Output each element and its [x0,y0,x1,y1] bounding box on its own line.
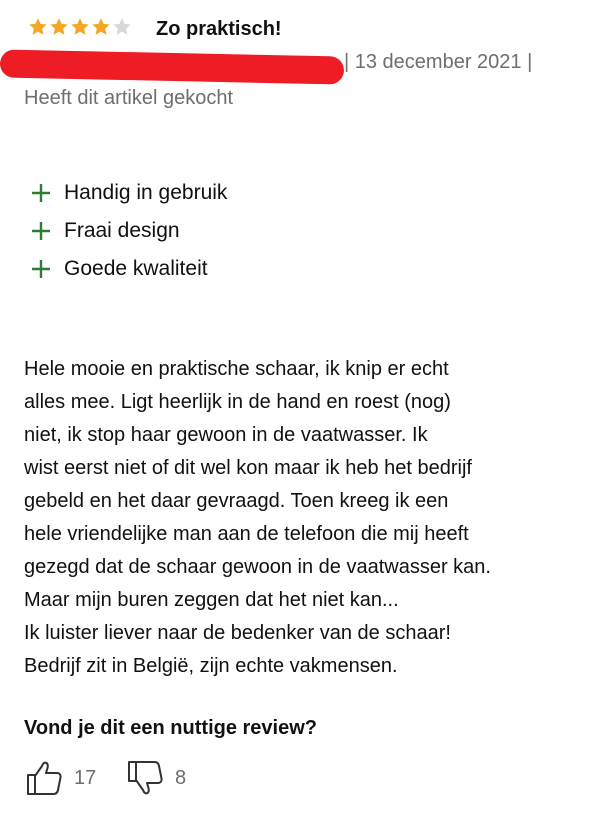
star-filled-icon [70,17,90,37]
unhelpful-button[interactable] [125,758,186,798]
review-body-line: Maar mijn buren zeggen dat het niet kan... [24,589,399,611]
review-body-line: gebeld en het daar gevraagd. Toen kreeg ik een [24,490,449,512]
star-rating [28,17,133,37]
review-body-line: wist eerst niet of dit wel kon maar ik heb het bedrijf [24,457,472,479]
review-body-line: hele vriendelijke man aan de telefoon die mij heeft [24,523,469,545]
pro-label: Goede kwaliteit [64,257,208,280]
pro-label: Fraai design [64,219,180,242]
helpful-question: Vond je dit een nuttige review? [24,717,317,739]
pro-item [30,250,227,288]
plus-icon [30,258,52,280]
pro-label: Handig in gebruik [64,181,228,204]
review-body [24,353,580,683]
thumbs-up-icon [24,758,64,798]
review-body-line: Bedrijf zit in België, zijn echte vakmensen. [24,655,398,677]
star-filled-icon [28,17,48,37]
review-body-line: Hele mooie en praktische schaar, ik knip er echt [24,358,449,380]
plus-icon [30,220,52,242]
pros-list [30,174,227,288]
review-date: | 13 december 2021 | [344,51,533,73]
pro-item [30,174,227,212]
thumbs-down-icon [125,758,165,798]
plus-icon [30,182,52,204]
review-body-line: Ik luister liever naar de bedenker van de schaar! [24,622,451,644]
pro-item [30,212,227,250]
unhelpful-count: 8 [175,766,187,789]
purchase-note: Heeft dit artikel gekocht [24,87,233,109]
star-filled-icon [49,17,69,37]
review-title: Zo praktisch! [156,18,282,40]
helpful-button[interactable] [24,758,96,798]
review-body-line: gezegd dat de schaar gewoon in de vaatwasser kan. [24,556,491,578]
helpful-count: 17 [74,766,97,789]
star-filled-icon [91,17,111,37]
review-body-line: alles mee. Ligt heerlijk in de hand en roest (nog) [24,391,451,413]
redaction-mark [0,49,344,84]
review-body-line: niet, ik stop haar gewoon in de vaatwasser. Ik [24,424,428,446]
star-empty-icon [112,17,132,37]
